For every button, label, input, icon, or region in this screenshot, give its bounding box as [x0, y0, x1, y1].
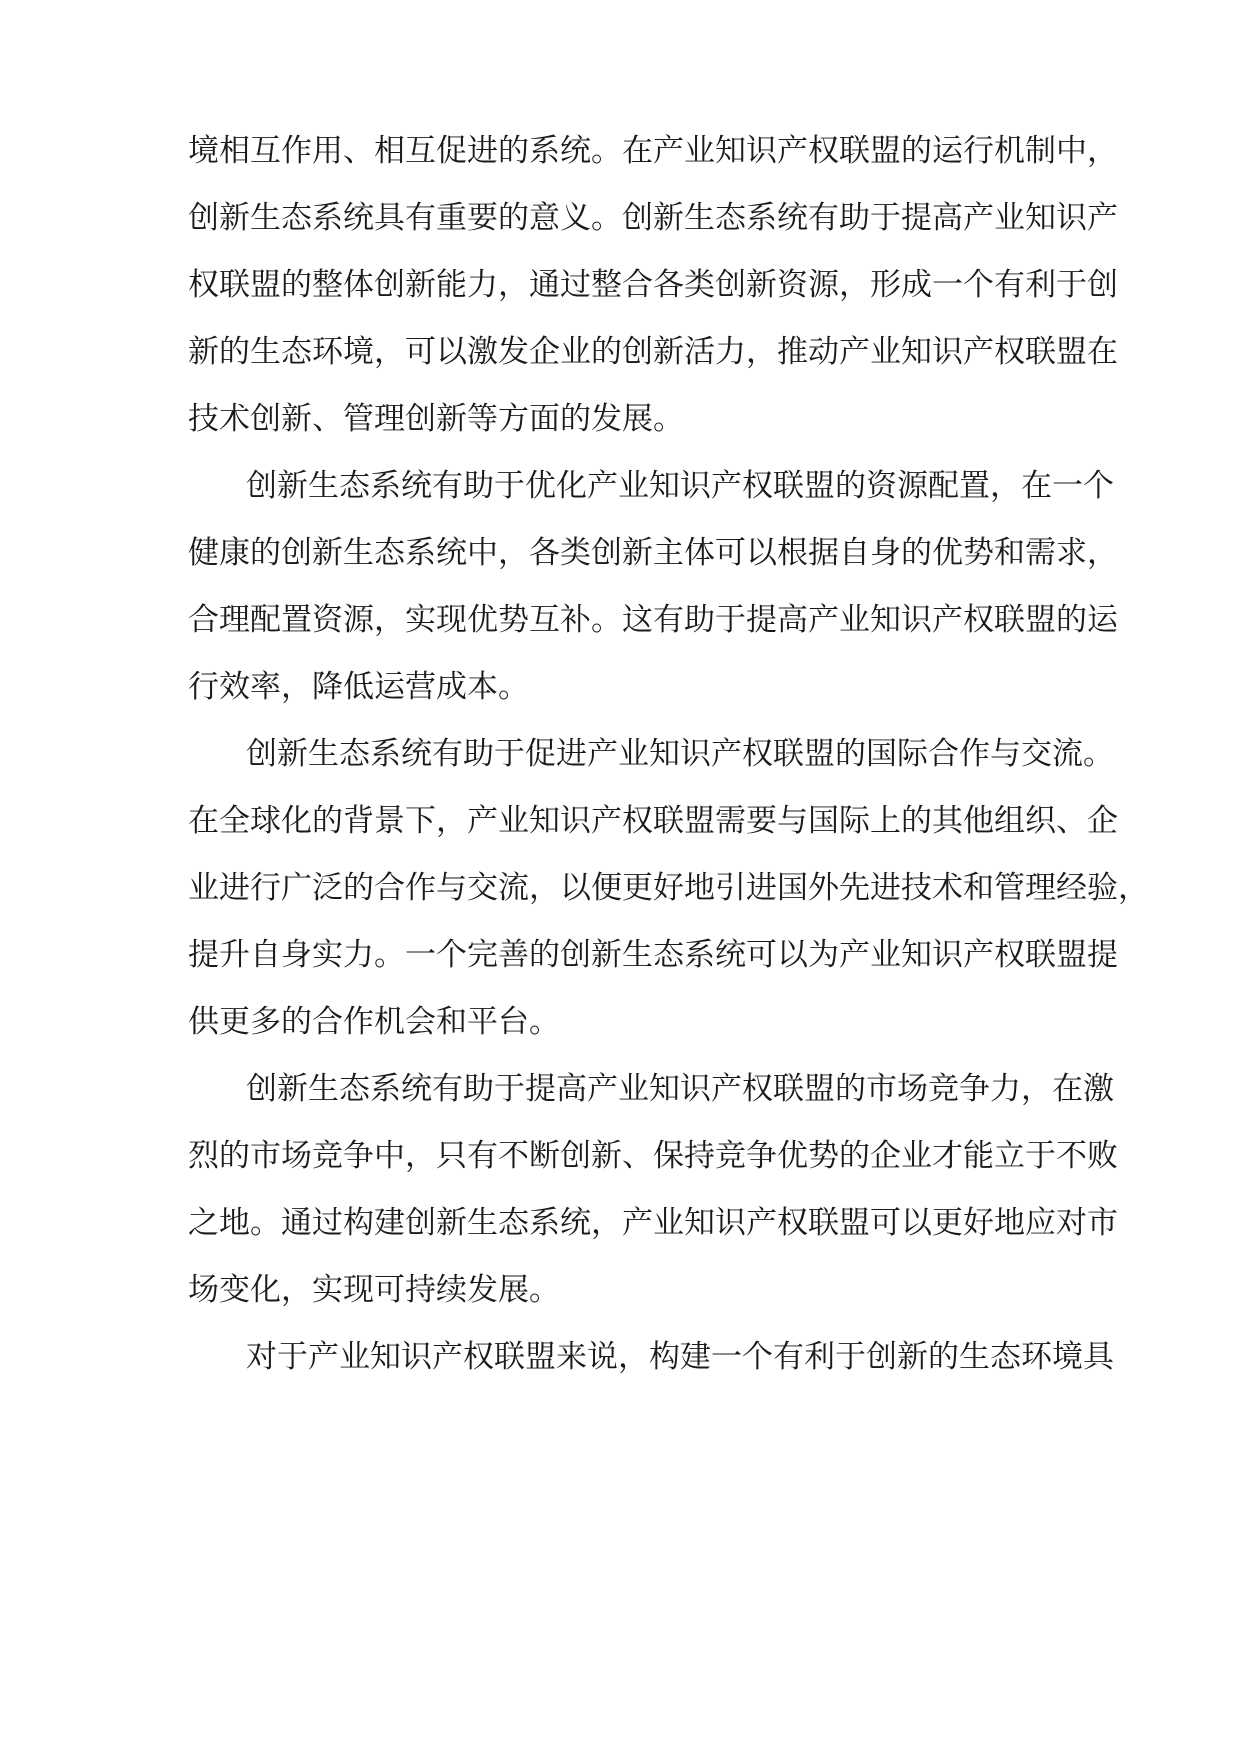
text-line: 提升自身实力。一个完善的创新生态系统可以为产业知识产权联盟提: [188, 937, 1118, 973]
text-line: 创新生态系统具有重要的意义。创新生态系统有助于提高产业知识产: [188, 200, 1118, 236]
text-line: 新的生态环境，可以激发企业的创新活力，推动产业知识产权联盟在: [188, 334, 1118, 370]
text-line: 之地。通过构建创新生态系统，产业知识产权联盟可以更好地应对市: [188, 1205, 1118, 1241]
text-line: 健康的创新生态系统中，各类创新主体可以根据自身的优势和需求，: [188, 535, 1118, 571]
text-line: 技术创新、管理创新等方面的发展。: [188, 401, 684, 437]
text-line: 境相互作用、相互促进的系统。在产业知识产权联盟的运行机制中，: [188, 133, 1118, 169]
text-line: 创新生态系统有助于促进产业知识产权联盟的国际合作与交流。: [246, 736, 1114, 772]
text-line: 烈的市场竞争中，只有不断创新、保持竞争优势的企业才能立于不败: [188, 1138, 1118, 1174]
text-line: 场变化，实现可持续发展。: [188, 1272, 560, 1308]
text-line: 业进行广泛的合作与交流，以便更好地引进国外先进技术和管理经验，: [188, 870, 1149, 906]
text-line: 对于产业知识产权联盟来说，构建一个有利于创新的生态环境具: [246, 1339, 1114, 1375]
text-line: 行效率，降低运营成本。: [188, 669, 529, 705]
text-line: 在全球化的背景下，产业知识产权联盟需要与国际上的其他组织、企: [188, 803, 1118, 839]
text-line: 合理配置资源，实现优势互补。这有助于提高产业知识产权联盟的运: [188, 602, 1118, 638]
text-line: 供更多的合作机会和平台。: [188, 1004, 560, 1040]
body-text: [188, 133, 1149, 1407]
text-line: 创新生态系统有助于提高产业知识产权联盟的市场竞争力，在激: [246, 1071, 1114, 1107]
text-line: 权联盟的整体创新能力，通过整合各类创新资源，形成一个有利于创: [188, 267, 1118, 303]
text-line: 创新生态系统有助于优化产业知识产权联盟的资源配置，在一个: [246, 468, 1114, 504]
